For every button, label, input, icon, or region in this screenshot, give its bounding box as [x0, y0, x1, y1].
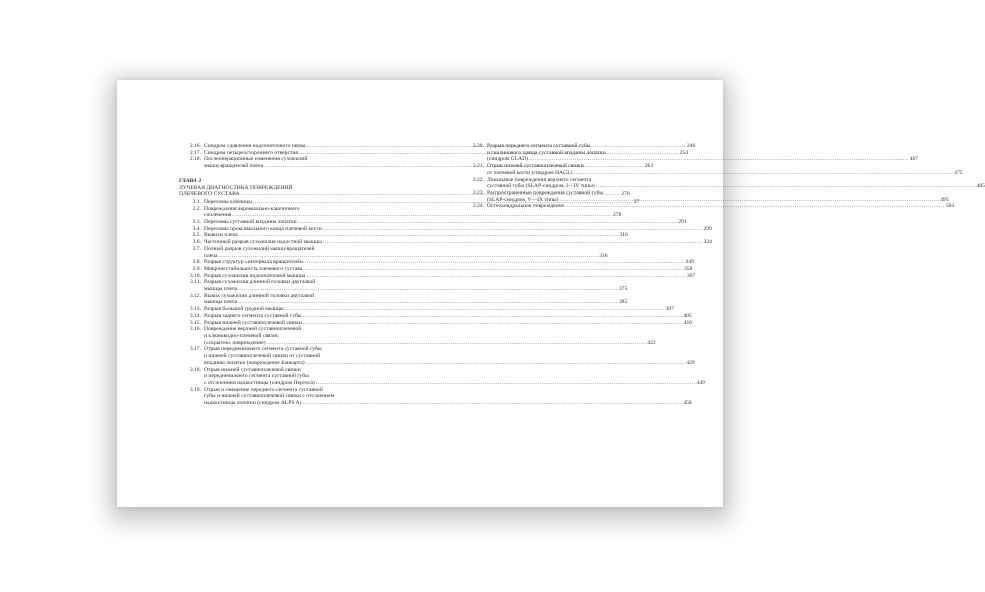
dot-leader: [565, 203, 945, 210]
toc-entry-title: Отрыв нижней суставноплечевой связки: [204, 366, 301, 373]
dot-leader: [529, 156, 909, 163]
toc-entry-number: 3.14.: [189, 312, 201, 319]
toc-entry-page-number: 299: [703, 225, 712, 232]
toc-entry-line: [204, 353, 365, 360]
toc-entry-line: [204, 259, 694, 266]
toc-entry-line: [487, 183, 985, 190]
toc-entry-number: 3.24.: [472, 203, 484, 210]
toc-entry-number: 3.21.: [472, 163, 484, 170]
toc-entry-number: 3.19.: [189, 386, 201, 393]
toc-entry-line: [204, 265, 693, 273]
toc-entry-page-number: 429: [686, 359, 695, 366]
toc-entry-title: мышцы плеча: [204, 286, 238, 293]
toc-entry-page-number: 449: [696, 379, 705, 386]
toc-entry-line: [204, 400, 692, 407]
toc-entry-title: Послеоперационные изменения сухожилий: [204, 156, 308, 163]
toc-entry-number: 2.18.: [189, 156, 201, 163]
toc-entry-line: [487, 143, 647, 150]
toc-entry-page-number: 458: [683, 400, 692, 407]
toc-entry-page-number: 375: [618, 286, 628, 293]
toc-entry[interactable]: [462, 203, 955, 210]
toc-entry-body: [204, 265, 693, 273]
toc-entry-title: Разрыв сухожилия длинной головки двуглавой: [204, 279, 316, 286]
toc-entry[interactable]: [179, 245, 608, 259]
dot-leader: [573, 170, 953, 177]
toc-entry-number: 2.16.: [189, 143, 201, 149]
toc-entry-line: [487, 203, 955, 210]
toc-entry-body: [204, 312, 692, 320]
toc-entry-number: 3.1.: [192, 198, 201, 205]
toc-entry-body: [204, 346, 695, 366]
toc-entry-title: от плечевой кости (синдром HAGL): [487, 169, 573, 176]
toc-entry-title: Разрыв нижней суставноплечевой связки: [204, 319, 302, 326]
toc-entry-number: 3.13.: [189, 306, 201, 313]
toc-entry-line: [204, 293, 365, 300]
toc-entry[interactable]: [179, 386, 692, 407]
toc-entry-number: 3.18.: [189, 366, 201, 373]
right-page: [420, 80, 985, 507]
toc-entry-title: Разрыв структур «интервала вращателей»: [204, 259, 304, 266]
toc-entry-number: 3.17.: [189, 346, 201, 353]
toc-entry-title: Разрыв заднего сегмента суставной губы: [204, 312, 302, 319]
toc-entry-page-number: 475: [954, 169, 963, 176]
toc-entry-line: [204, 246, 365, 253]
toc-entry-page-number: 336: [599, 252, 608, 259]
toc-entry-page-number: 485: [976, 183, 985, 190]
toc-entry-page-number: 278: [612, 212, 622, 219]
toc-entry-body: [204, 306, 674, 313]
toc-entry-page-number: 405: [683, 312, 692, 319]
toc-entry-body: [204, 292, 628, 306]
toc-entry-line: [487, 196, 949, 204]
toc-entry-line: [204, 206, 365, 213]
toc-entry-number: 3.20.: [472, 143, 484, 149]
toc-entry-title: и гиалинового хряща суставной впадины лопатки: [487, 149, 606, 156]
toc-entry-title: суставной губы (SLAP-синдром, I—IV типы): [487, 183, 595, 190]
toc-entry-title: впадины лопатки (повреждение Банкарта): [204, 359, 305, 366]
toc-entry-page-number: 495: [940, 196, 949, 203]
toc-entry-title: (синдром GLAD): [487, 156, 529, 163]
toc-entry-title: Микронестабильность плечевого сустава: [204, 265, 303, 272]
toc-entry[interactable]: [179, 265, 693, 273]
toc-entry-title: Остеохондральное повреждение: [487, 203, 565, 210]
toc-entry-number: 3.22.: [472, 176, 484, 183]
book-spread: [117, 80, 985, 507]
toc-entry-number: 3.7.: [192, 245, 201, 252]
toc-entry-title: Разрыв сухожилия подлопаточной мышцы: [204, 272, 306, 279]
toc-entry-title: губы и нижней суставноплечевой связки с отслоением: [204, 393, 335, 400]
toc-entry-title: Переломы проксимального конца плечевой кости: [204, 225, 322, 232]
toc-entry-line: [204, 279, 365, 286]
toc-entry-number: 3.9.: [192, 265, 201, 272]
toc-entry-page-number: 397: [665, 306, 674, 313]
toc-entry[interactable]: [179, 219, 687, 226]
toc-entry-title: («скрытое» повреждение): [204, 339, 266, 346]
toc-entry[interactable]: [179, 346, 695, 366]
chapter-page-number: 270: [621, 191, 630, 198]
toc-entry-number: 3.8.: [192, 259, 201, 266]
toc-entry-line: [204, 333, 365, 340]
toc-entry-page-number: 503: [945, 203, 955, 210]
toc-entry-line: [204, 379, 705, 387]
toc-entry-body: [204, 239, 712, 246]
toc-entry-number: 3.23.: [472, 189, 484, 196]
chapter-label: ГЛАВА 3: [179, 177, 202, 184]
toc-entry-line: [204, 393, 365, 400]
toc-entry-line: [204, 326, 365, 333]
chapter-title-line-1: ЛУЧЕВАЯ ДИАГНОСТИКА ПОВРЕЖДЕНИЙ: [179, 184, 293, 191]
toc-entry-title: плеча: [204, 252, 218, 259]
chapter-title-line-2: ПЛЕЧЕВОГО СУСТАВА: [179, 191, 240, 198]
toc-entry-line: [204, 219, 687, 226]
toc-entry-number: 2.17.: [189, 149, 201, 156]
toc-entry-line: [204, 225, 712, 233]
toc-entry-title: надкостницы лопатки (синдром ALPS A): [204, 400, 302, 407]
toc-entry-page-number: 246: [686, 143, 696, 149]
toc-entry-body: [204, 279, 628, 293]
toc-entry-body: [204, 366, 705, 387]
toc-entry-body: [487, 189, 949, 203]
toc-entry-body: [204, 259, 694, 266]
toc-entry-page-number: 263: [644, 163, 654, 170]
toc-entry-title: Синдром четырехстороннего отверстия: [204, 149, 298, 156]
toc-entry[interactable]: [179, 225, 712, 233]
toc-entry-page-number: 27: [633, 198, 640, 205]
toc-entry-title: мышцы плеча: [204, 299, 238, 306]
toc-entry-body: [487, 176, 985, 190]
toc-entry-line: [204, 306, 674, 313]
toc-entry-page-number: 416: [683, 319, 693, 326]
toc-entry-title: Синдром сдавления надлопаточного нерва: [204, 143, 306, 149]
toc-entry-line: [204, 359, 695, 367]
toc-entry-page-number: 385: [618, 299, 628, 306]
toc-entry-title: Повреждение верхней суставноплечевой: [204, 326, 302, 333]
toc-entry-page-number: 349: [685, 259, 694, 266]
toc-entry[interactable]: [179, 279, 628, 293]
toc-entry-line: [487, 163, 647, 170]
toc-entry-line: [204, 373, 365, 380]
toc-entry-body: [487, 203, 955, 210]
toc-entry[interactable]: [179, 312, 692, 320]
toc-entry-title: (SLAP-синдром, V—IX типы): [487, 196, 559, 203]
toc-entry-title: Отрыв и смещение переднего сегмента суставной: [204, 386, 323, 393]
toc-entry-title: Переломы ключицы: [204, 198, 253, 205]
toc-entry-title: сочленения: [204, 212, 232, 219]
toc-entry-body: [204, 225, 712, 233]
toc-entry-page-number: 254: [679, 149, 689, 156]
toc-entry[interactable]: [462, 176, 985, 190]
toc-entry-title: и нижней суставноплечевой связки от суставной: [204, 353, 321, 360]
toc-entry-title: Частичный разрыв сухожилия надостной мышцы: [204, 239, 322, 246]
toc-entry[interactable]: [179, 239, 712, 246]
toc-entry-title: мышц-вращателей плеча: [204, 163, 264, 170]
toc-entry-title: Отрыв нижней суставноплечевой связки: [487, 163, 584, 170]
toc-entry-line: [487, 169, 963, 177]
toc-entry-page-number: 316: [619, 232, 628, 239]
toc-entry-number: 3.6.: [192, 239, 201, 246]
toc-entry-title: Повреждения акромиально-ключичного: [204, 205, 300, 212]
toc-entry-title: Локальные повреждения верхнего сегмента: [487, 176, 592, 183]
toc-entry[interactable]: [462, 189, 949, 203]
dot-leader: [596, 183, 976, 190]
toc-entry[interactable]: [179, 259, 694, 266]
toc-entry-page-number: 467: [909, 156, 919, 163]
toc-entry-number: 3.3.: [192, 219, 201, 226]
toc-entry-line: [204, 239, 712, 246]
toc-entry[interactable]: [179, 366, 705, 387]
toc-entry-number: 3.2.: [192, 205, 201, 212]
toc-entry[interactable]: [179, 292, 628, 306]
toc-entry-body: [204, 219, 687, 226]
toc-entry-line: [204, 312, 692, 320]
toc-entry-title: Полный разрыв сухожилий мышц-вращателей: [204, 245, 315, 252]
toc-entry-title: с отслоением надкостницы (синдром Пертеса): [204, 379, 315, 386]
toc-entry[interactable]: [179, 306, 674, 313]
toc-entry-page-number: 324: [703, 239, 712, 246]
chapter-title-line: [179, 185, 365, 192]
toc-entry-title: Вывихи плеча: [204, 232, 238, 239]
toc-entry-body: [204, 386, 692, 407]
toc-entry-page-number: 422: [647, 339, 656, 346]
toc-entry-number: 3.16.: [189, 326, 201, 333]
toc-entry-title: Разрыв большой грудной мышцы: [204, 306, 284, 313]
toc-entry-body: [204, 245, 608, 259]
toc-entry[interactable]: [179, 326, 656, 346]
toc-entry-number: 3.5.: [192, 232, 201, 239]
dot-leader: [560, 197, 940, 204]
toc-entry-line: [204, 286, 628, 293]
toc-entry-number: 3.11.: [190, 279, 201, 286]
toc-entry-number: 3.12.: [189, 292, 201, 299]
toc-entry-page-number: 291: [678, 219, 687, 226]
toc-entry-title: Разрыв переднего сегмента суставной губы: [487, 143, 591, 149]
toc-entry-number: 3.10.: [189, 272, 201, 279]
toc-entry-title: Распространенные повреждения суставной губы: [487, 189, 604, 196]
toc-entry-title: и передненижнего сегмента суставной губы: [204, 373, 309, 380]
toc-entry-title: и клювовидно-плечевой связок: [204, 332, 279, 339]
toc-entry-number: 3.4.: [192, 225, 201, 232]
toc-entry-line: [487, 190, 647, 197]
toc-entry-body: [204, 326, 656, 346]
toc-entry-page-number: 358: [683, 265, 693, 272]
toc-entry-title: Вывих сухожилия длинной головки двуглавой: [204, 292, 315, 299]
toc-entry-number: 3.15.: [189, 319, 201, 326]
toc-entry-title: Отрыв передненижнего сегмента суставной губы: [204, 346, 322, 353]
toc-entry-page-number: 367: [686, 272, 696, 279]
toc-entry-title: Переломы суставной впадины лопатки: [204, 219, 297, 226]
